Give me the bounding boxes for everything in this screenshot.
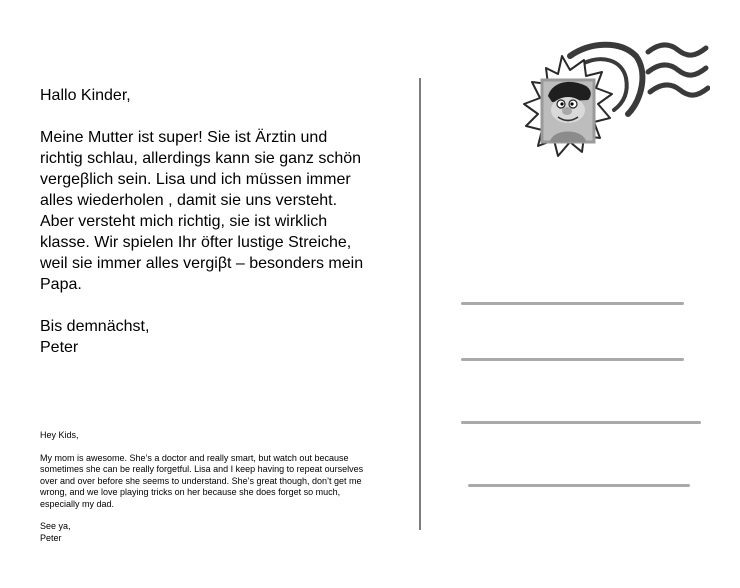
stamp-area [508,38,710,188]
german-greeting: Hallo Kinder, [40,87,131,104]
german-letter [40,80,412,358]
address-line [461,421,701,424]
address-line [468,484,690,487]
english-body: My mom is awesome. She’s a doctor and really smart, but watch out because sometimes she can be really forgetful. Lisa and I keep having to repeat ourselves over and over before she seems to understand. She’s great though, don’t get me wrong, and we love playing tricks on her because she does forget so much, especially my dad. [40,452,364,509]
puppet-stamp-icon [524,56,612,156]
postcard-divider [419,78,421,530]
german-closing: Bis demnächst, Peter [40,318,150,356]
address-line [461,302,684,305]
german-body: Meine Mutter ist super! Sie ist Ärztin und richtig schlau, allerdings kann sie ganz schön vergeβlich sein. Lisa und ich müssen immer alles wiederholen , damit sie uns versteht. Aber versteht mich richtig, sie ist wirklich klasse. Wir spielen Ihr öfter lustige Streiche, weil sie immer alles vergiβt – besonders mein Papa. [40,129,364,293]
english-greeting: Hey Kids, [40,430,79,440]
address-line [461,358,684,361]
english-closing: See ya, Peter [40,521,71,543]
english-letter [40,430,412,544]
